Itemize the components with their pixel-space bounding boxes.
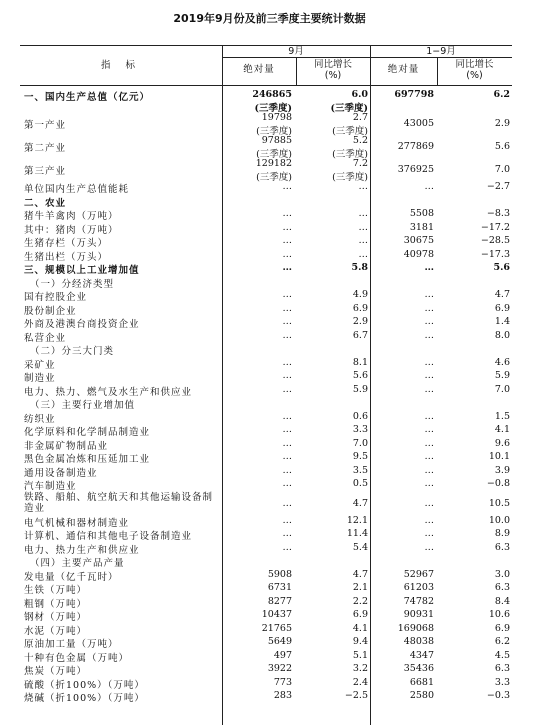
cell-c1: 19798 bbox=[261, 112, 292, 123]
cell-c3: 43005 bbox=[403, 118, 434, 129]
cell-c4: −8.3 bbox=[486, 208, 510, 219]
cell-c2-note: (三季度) bbox=[332, 149, 368, 160]
cell-c1: … bbox=[282, 316, 292, 327]
cell-c4: −17.2 bbox=[480, 221, 510, 233]
table-row bbox=[0, 343, 539, 357]
header-yoy-ytd bbox=[437, 59, 512, 81]
table-row bbox=[0, 357, 539, 371]
cell-c1: 21765 bbox=[261, 622, 292, 634]
cell-c4: 8.4 bbox=[494, 595, 510, 607]
cell-c1: 5908 bbox=[267, 568, 292, 580]
table-row bbox=[0, 636, 539, 650]
cell-c4: 6.9 bbox=[494, 302, 510, 314]
table-row bbox=[0, 690, 539, 704]
cell-c3: 35436 bbox=[403, 663, 434, 674]
cell-c2: 5.9 bbox=[352, 383, 368, 395]
row-label: 其中：猪肉（万吨） bbox=[24, 224, 119, 236]
row-label: 电力、热力、燃气及水生产和供应业 bbox=[24, 386, 193, 398]
table-row bbox=[0, 650, 539, 664]
cell-c3: 169068 bbox=[397, 622, 434, 634]
cell-c3: … bbox=[424, 424, 434, 435]
cell-c2: … bbox=[358, 208, 368, 219]
table-row bbox=[0, 235, 539, 249]
table-row bbox=[0, 303, 539, 317]
cell-c2: 2.2 bbox=[352, 595, 368, 607]
cell-c4: 6.3 bbox=[494, 541, 510, 553]
cell-c3: 4347 bbox=[409, 649, 434, 661]
cell-c1: … bbox=[282, 302, 292, 314]
cell-c3: 74782 bbox=[403, 595, 434, 607]
cell-c2: 5.2 bbox=[352, 135, 368, 146]
cell-c2: 2.4 bbox=[352, 676, 368, 688]
cell-c4: 4.6 bbox=[494, 356, 510, 368]
table-row bbox=[0, 492, 539, 515]
cell-c1-note: (三季度) bbox=[256, 149, 292, 160]
row-label: 电力、热力生产和供应业 bbox=[24, 544, 140, 556]
cell-c2: … bbox=[358, 181, 368, 192]
cell-c2: 6.9 bbox=[352, 302, 368, 314]
cell-c1: … bbox=[282, 528, 292, 539]
cell-c2: 11.4 bbox=[346, 528, 368, 539]
cell-c1: … bbox=[282, 424, 292, 435]
table-row bbox=[0, 135, 539, 158]
table-row bbox=[0, 555, 539, 569]
cell-c1: 497 bbox=[273, 649, 292, 661]
cell-c1: … bbox=[282, 262, 292, 273]
cell-c4: 8.0 bbox=[494, 329, 510, 341]
row-label: 铁路、船舶、航空航天和其他运输设备制造业 bbox=[24, 491, 214, 514]
header-yoy-label: 同比增长 bbox=[313, 59, 352, 70]
table-row bbox=[0, 465, 539, 479]
cell-c4: 5.6 bbox=[493, 262, 510, 273]
cell-c2: 7.0 bbox=[352, 437, 368, 449]
row-label: 第二产业 bbox=[24, 143, 67, 154]
row-label: 采矿业 bbox=[24, 359, 56, 371]
cell-c2: 5.8 bbox=[351, 262, 368, 273]
cell-c1: … bbox=[282, 464, 292, 476]
cell-c3: … bbox=[424, 497, 434, 509]
cell-c4: 6.9 bbox=[494, 622, 510, 634]
row-label: （四）主要产品产量 bbox=[30, 558, 125, 569]
row-label: 黑色金属冶炼和压延加工业 bbox=[24, 454, 151, 465]
cell-c2: −2.5 bbox=[344, 690, 368, 701]
table-row bbox=[0, 89, 539, 112]
cell-c4: 9.6 bbox=[494, 437, 510, 449]
cell-c4: 10.6 bbox=[488, 609, 510, 620]
cell-c2-note: (三季度) bbox=[330, 103, 368, 114]
cell-c3: … bbox=[424, 329, 434, 341]
cell-c1: … bbox=[282, 478, 292, 489]
row-label: 钢材（万吨） bbox=[24, 612, 88, 623]
cell-c1: … bbox=[282, 497, 292, 509]
table-row bbox=[0, 222, 539, 236]
table-row bbox=[0, 623, 539, 637]
cell-c1: … bbox=[282, 329, 292, 341]
cell-c1-note: (三季度) bbox=[256, 126, 292, 137]
cell-c3: … bbox=[424, 370, 434, 381]
cell-c2: 2.9 bbox=[352, 316, 368, 327]
header-yoy-sep bbox=[296, 59, 370, 81]
row-label: 外商及港澳台商投资企业 bbox=[24, 319, 140, 330]
cell-c2: 9.4 bbox=[352, 636, 368, 647]
cell-c1: … bbox=[282, 248, 292, 260]
table-row bbox=[0, 384, 539, 398]
cell-c1: … bbox=[282, 208, 292, 219]
row-label: （三）主要行业增加值 bbox=[30, 400, 136, 411]
cell-c3: … bbox=[424, 541, 434, 553]
cell-c3: … bbox=[424, 356, 434, 368]
cell-c2-note: (三季度) bbox=[332, 172, 368, 183]
row-label: 三、规模以上工业增加值 bbox=[24, 265, 140, 276]
cell-c3: … bbox=[424, 464, 434, 476]
table-row bbox=[0, 451, 539, 465]
cell-c2: … bbox=[358, 235, 368, 246]
cell-c2: 7.2 bbox=[352, 158, 368, 169]
header-period-ytd: 1−9月 bbox=[426, 46, 456, 57]
table-row bbox=[0, 276, 539, 290]
cell-c1-note: (三季度) bbox=[256, 172, 292, 183]
cell-c2: 4.7 bbox=[352, 568, 368, 580]
cell-c2: … bbox=[358, 248, 368, 260]
row-label: 生猪存栏（万头） bbox=[24, 238, 109, 249]
cell-c2: 6.9 bbox=[352, 609, 368, 620]
cell-c4: 6.3 bbox=[494, 663, 510, 674]
table-row bbox=[0, 289, 539, 303]
row-label: 股份制企业 bbox=[24, 305, 77, 317]
table-row bbox=[0, 542, 539, 556]
cell-c2: 2.7 bbox=[352, 112, 368, 123]
cell-c3: … bbox=[424, 316, 434, 327]
table-row bbox=[0, 208, 539, 222]
cell-c4: −2.7 bbox=[486, 181, 510, 192]
cell-c3: … bbox=[424, 289, 434, 300]
row-label: 生铁（万吨） bbox=[24, 585, 88, 596]
row-label: 单位国内生产总值能耗 bbox=[24, 184, 130, 195]
page-title: 2019年9月份及前三季度主要统计数据 bbox=[173, 12, 366, 25]
table-row bbox=[0, 370, 539, 384]
row-label: 原油加工量（万吨） bbox=[24, 639, 119, 650]
cell-c4: 6.3 bbox=[494, 582, 510, 593]
cell-c2: 5.1 bbox=[352, 649, 368, 661]
header-bottom-border bbox=[20, 85, 512, 86]
cell-c1: … bbox=[282, 356, 292, 368]
cell-c2: 2.1 bbox=[352, 582, 368, 593]
row-label: 焦炭（万吨） bbox=[24, 666, 88, 677]
cell-c2: 8.1 bbox=[352, 356, 368, 368]
row-label: 发电量（亿千瓦时） bbox=[24, 571, 119, 583]
cell-c4: 1.5 bbox=[494, 410, 510, 422]
cell-c3: 40978 bbox=[403, 248, 434, 260]
cell-c2: 6.7 bbox=[352, 329, 368, 341]
row-label: 计算机、通信和其他电子设备制造业 bbox=[24, 531, 193, 542]
table-row bbox=[0, 195, 539, 209]
cell-c1: … bbox=[282, 181, 292, 192]
table-row bbox=[0, 663, 539, 677]
header-period-sep: 9月 bbox=[288, 46, 304, 57]
row-label: 私营企业 bbox=[24, 332, 67, 344]
cell-c4: −0.3 bbox=[486, 690, 510, 701]
row-label: 第三产业 bbox=[24, 166, 67, 177]
cell-c4: 4.1 bbox=[494, 424, 510, 435]
cell-c2: 9.5 bbox=[352, 451, 368, 462]
cell-c1: 97885 bbox=[261, 135, 292, 146]
cell-c3: … bbox=[424, 383, 434, 395]
row-label: 非金属矿物制品业 bbox=[24, 440, 109, 452]
table-row bbox=[0, 515, 539, 529]
cell-c4: −17.3 bbox=[480, 248, 510, 260]
row-label: 十种有色金属（万吨） bbox=[24, 652, 130, 664]
cell-c3: 61203 bbox=[403, 582, 434, 593]
cell-c4: 10.1 bbox=[488, 451, 510, 462]
table-row bbox=[0, 397, 539, 411]
cell-c4: 4.7 bbox=[494, 289, 510, 300]
cell-c1: … bbox=[282, 514, 292, 526]
cell-c1: … bbox=[282, 221, 292, 233]
cell-c1: … bbox=[282, 541, 292, 553]
cell-c1: 129182 bbox=[255, 158, 292, 169]
cell-c4: 3.9 bbox=[494, 464, 510, 476]
row-label: （一）分经济类型 bbox=[30, 278, 115, 290]
cell-c1: … bbox=[282, 451, 292, 462]
cell-c3: 30675 bbox=[403, 235, 434, 246]
cell-c1-note: (三季度) bbox=[254, 103, 292, 114]
row-label: 烧碱（折100%）（万吨） bbox=[24, 693, 145, 704]
header-yoy-unit: (%) bbox=[324, 70, 342, 81]
cell-c4: 8.9 bbox=[494, 528, 510, 539]
cell-c3: 5508 bbox=[409, 208, 434, 219]
cell-c2-note: (三季度) bbox=[332, 126, 368, 137]
cell-c4: 5.9 bbox=[494, 370, 510, 381]
cell-c4: 4.5 bbox=[494, 649, 510, 661]
cell-c3: … bbox=[424, 528, 434, 539]
cell-c2: 4.9 bbox=[352, 289, 368, 300]
row-label: 一、国内生产总值（亿元） bbox=[24, 92, 151, 103]
row-label: 生猪出栏（万头） bbox=[24, 251, 109, 263]
row-label: 纺织业 bbox=[24, 413, 56, 425]
table-row bbox=[0, 478, 539, 492]
cell-c3: 6681 bbox=[409, 676, 434, 688]
row-label: 通用设备制造业 bbox=[24, 467, 98, 479]
cell-c3: … bbox=[424, 478, 434, 489]
cell-c4: 7.0 bbox=[494, 383, 510, 395]
cell-c3: 90931 bbox=[403, 609, 434, 620]
cell-c1: … bbox=[282, 235, 292, 246]
row-label: 国有控股企业 bbox=[24, 292, 88, 303]
cell-c4: 10.0 bbox=[488, 514, 510, 526]
cell-c3: 376925 bbox=[397, 164, 434, 175]
cell-c3: … bbox=[424, 437, 434, 449]
cell-c3: 3181 bbox=[409, 221, 434, 233]
cell-c1: … bbox=[282, 370, 292, 381]
cell-c3: … bbox=[424, 302, 434, 314]
table-row bbox=[0, 411, 539, 425]
cell-c1: 773 bbox=[273, 676, 292, 688]
cell-c4: −0.8 bbox=[486, 478, 510, 489]
row-label: 电气机械和器材制造业 bbox=[24, 517, 130, 529]
cell-c4: 6.2 bbox=[493, 89, 510, 100]
cell-c2: 3.3 bbox=[352, 424, 368, 435]
row-label: （二）分三大门类 bbox=[30, 346, 115, 357]
row-label: 汽车制造业 bbox=[24, 481, 77, 492]
cell-c4: −28.5 bbox=[480, 235, 510, 246]
table-row bbox=[0, 424, 539, 438]
header-yoy-label: 同比增长 bbox=[455, 59, 494, 70]
cell-c3: 48038 bbox=[403, 636, 434, 647]
row-label: 化学原料和化学制品制造业 bbox=[24, 427, 151, 438]
table-row bbox=[0, 158, 539, 181]
cell-c4: 3.0 bbox=[494, 568, 510, 580]
cell-c3: 697798 bbox=[394, 89, 434, 100]
table-row bbox=[0, 596, 539, 610]
table-row bbox=[0, 677, 539, 691]
header-yoy-unit: (%) bbox=[466, 70, 483, 81]
row-label: 水泥（万吨） bbox=[24, 625, 88, 637]
cell-c4: 10.5 bbox=[488, 497, 510, 509]
table-row bbox=[0, 582, 539, 596]
cell-c2: 4.7 bbox=[352, 497, 368, 509]
row-label: 制造业 bbox=[24, 373, 56, 384]
cell-c1: … bbox=[282, 383, 292, 395]
cell-c2: 5.6 bbox=[352, 370, 368, 381]
cell-c2: 3.5 bbox=[352, 464, 368, 476]
header-indicator: 指 标 bbox=[100, 60, 142, 71]
cell-c2: 0.6 bbox=[352, 410, 368, 422]
cell-c4: 7.0 bbox=[494, 164, 510, 175]
header-abs-sep: 绝对量 bbox=[243, 64, 275, 75]
cell-c1: 5649 bbox=[267, 636, 292, 647]
row-label: 猪牛羊禽肉（万吨） bbox=[24, 211, 119, 222]
table-row bbox=[0, 438, 539, 452]
table-row bbox=[0, 609, 539, 623]
cell-c3: … bbox=[424, 262, 434, 273]
cell-c1: 283 bbox=[273, 690, 292, 701]
table-row bbox=[0, 262, 539, 276]
table-row bbox=[0, 316, 539, 330]
table-row bbox=[0, 569, 539, 583]
cell-c3: … bbox=[424, 514, 434, 526]
cell-c2: 4.1 bbox=[352, 622, 368, 634]
cell-c3: 52967 bbox=[403, 568, 434, 580]
cell-c3: 2580 bbox=[409, 690, 434, 701]
table-row bbox=[0, 112, 539, 135]
cell-c2: 3.2 bbox=[352, 663, 368, 674]
table-row bbox=[0, 528, 539, 542]
cell-c1: 3922 bbox=[267, 663, 292, 674]
table-row bbox=[0, 181, 539, 195]
cell-c3: … bbox=[424, 410, 434, 422]
cell-c1: 8277 bbox=[267, 595, 292, 607]
cell-c1: 246865 bbox=[252, 89, 292, 100]
cell-c2: 12.1 bbox=[346, 514, 368, 526]
cell-c1: … bbox=[282, 289, 292, 300]
cell-c4: 1.4 bbox=[494, 316, 510, 327]
cell-c1: … bbox=[282, 410, 292, 422]
cell-c2: … bbox=[358, 221, 368, 233]
row-label: 粗钢（万吨） bbox=[24, 598, 88, 610]
cell-c1: … bbox=[282, 437, 292, 449]
table-row bbox=[0, 330, 539, 344]
cell-c2: 0.5 bbox=[352, 478, 368, 489]
row-label: 二、农业 bbox=[24, 197, 67, 209]
cell-c3: … bbox=[424, 181, 434, 192]
cell-c4: 2.9 bbox=[494, 118, 510, 129]
cell-c2: 6.0 bbox=[351, 89, 368, 100]
cell-c4: 6.2 bbox=[494, 636, 510, 647]
cell-c1: 10437 bbox=[261, 609, 292, 620]
cell-c3: 277869 bbox=[397, 141, 434, 152]
table-row bbox=[0, 249, 539, 263]
row-label: 第一产业 bbox=[24, 120, 67, 131]
cell-c3: … bbox=[424, 451, 434, 462]
cell-c1: 6731 bbox=[267, 582, 292, 593]
row-label: 硫酸（折100%）（万吨） bbox=[24, 679, 145, 691]
cell-c4: 3.3 bbox=[494, 676, 510, 688]
header-abs-ytd: 绝对量 bbox=[387, 64, 420, 75]
cell-c4: 5.6 bbox=[494, 141, 510, 152]
header-subdivider bbox=[222, 57, 512, 58]
cell-c2: 5.4 bbox=[352, 541, 368, 553]
